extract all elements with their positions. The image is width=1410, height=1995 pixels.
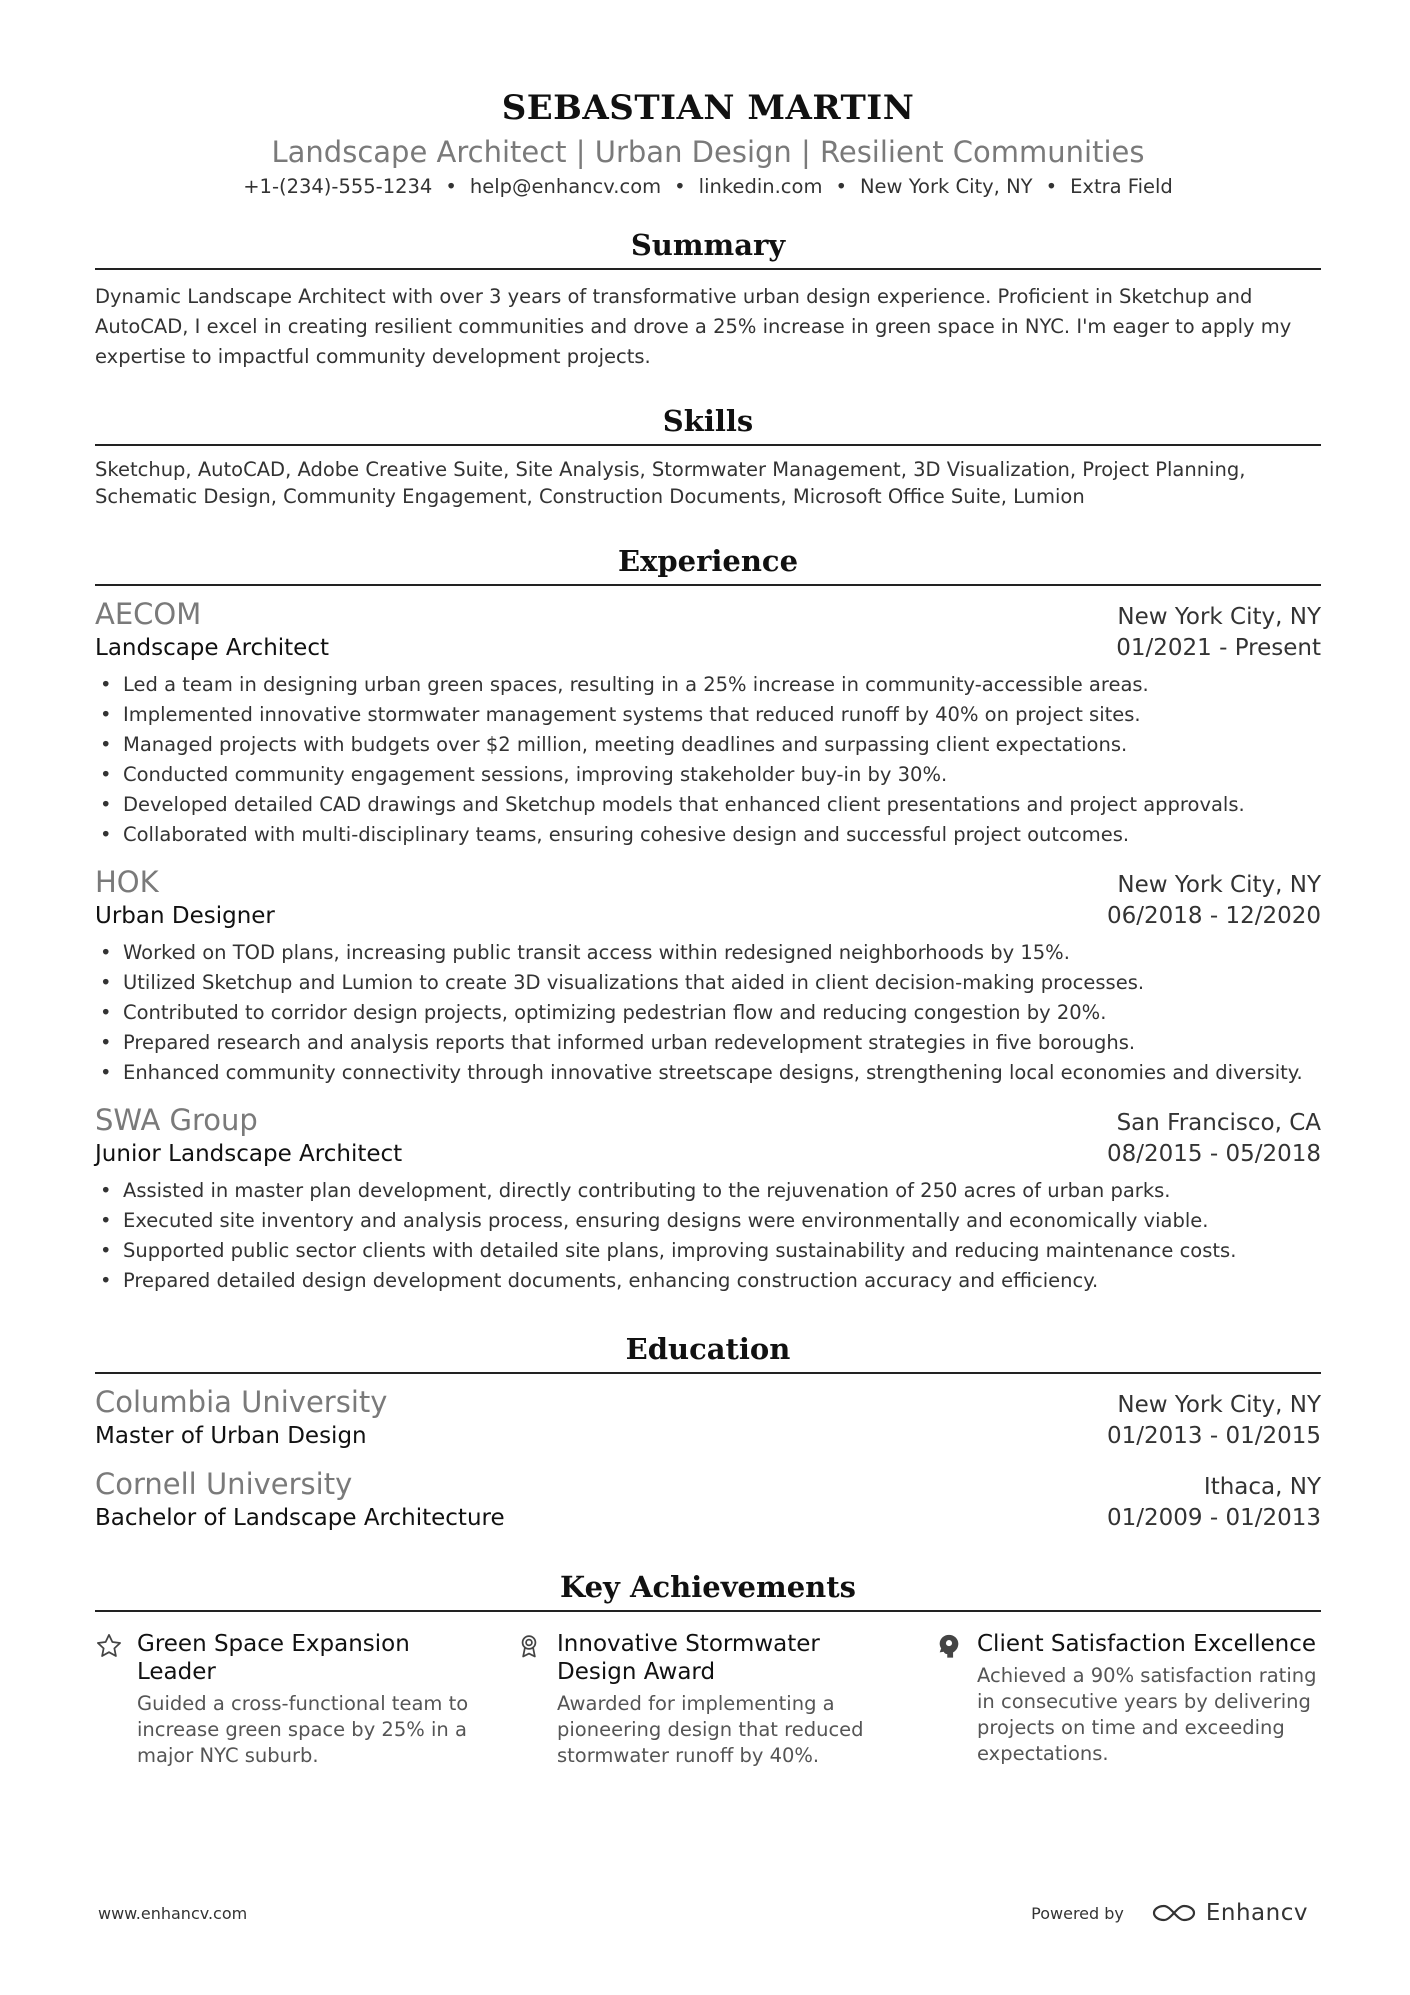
experience-entry	[95, 1102, 1321, 1296]
section-title-achievements: Key Achievements	[95, 1568, 1321, 1612]
contact-separator: •	[1045, 175, 1058, 198]
school-name: Cornell University	[95, 1467, 353, 1501]
job-location: New York City, NY	[1117, 604, 1321, 630]
bullet-item: • Enhanced community connectivity through innovative streetscape designs, strengthening local economies and diversity.	[95, 1058, 1321, 1088]
contact-separator: •	[445, 175, 457, 198]
bullet-item: • Prepared detailed design development documents, enhancing construction accuracy and efficiency.	[95, 1266, 1321, 1296]
candidate-headline: Landscape Architect | Urban Design | Resilient Communities	[271, 135, 1145, 169]
education-section	[95, 1330, 1321, 1534]
job-title: Urban Designer	[95, 903, 275, 929]
bullet-item: • Assisted in master plan development, directly contributing to the rejuvenation of 250 acres of urban parks.	[95, 1176, 1321, 1206]
skills-section	[95, 402, 1321, 510]
job-dates: 01/2021 - Present	[1116, 635, 1321, 661]
bullet-item: • Conducted community engagement sessions, improving stakeholder buy-in by 30%.	[95, 760, 1321, 790]
school-name: Columbia University	[95, 1385, 388, 1419]
section-title-education: Education	[95, 1330, 1321, 1374]
bullet-item: • Managed projects with budgets over $2 million, meeting deadlines and surpassing client expectations.	[95, 730, 1321, 760]
brand-logo[interactable]	[1150, 1900, 1308, 1926]
experience-entry	[95, 596, 1321, 850]
company-name: SWA Group	[95, 1103, 258, 1137]
school-location: Ithaca, NY	[1203, 1474, 1321, 1500]
bullet-item: • Led a team in designing urban green spaces, resulting in a 25% increase in community-accessible areas.	[95, 670, 1321, 700]
award-medal-icon	[515, 1630, 557, 1769]
job-bullets	[95, 670, 1321, 850]
section-title-experience: Experience	[95, 542, 1321, 586]
summary-text: Dynamic Landscape Architect with over 3 years of transformative urban design experience. Proficient in Sketchup and AutoCAD, I excel in creating resilient communities and drove a 25% increase in green space in NYC. I'm eager to apply my expertise to impactful community development projects.	[95, 285, 1292, 368]
job-bullets	[95, 1176, 1321, 1296]
education-dates: 01/2013 - 01/2015	[1106, 1423, 1321, 1449]
achievement-item	[515, 1630, 901, 1769]
star-icon	[95, 1630, 137, 1769]
bullet-item: • Prepared research and analysis reports that informed urban redevelopment strategies in five boroughs.	[95, 1028, 1321, 1058]
company-name: HOK	[95, 865, 159, 899]
location: New York City, NY	[859, 175, 1033, 198]
company-name: AECOM	[95, 597, 202, 631]
job-dates: 08/2015 - 05/2018	[1106, 1141, 1321, 1167]
website-link[interactable]: www.enhancv.com	[98, 1903, 248, 1923]
resume-page	[95, 0, 1321, 1769]
section-title-skills: Skills	[95, 402, 1321, 446]
job-bullets	[95, 938, 1321, 1088]
resume-header	[95, 0, 1321, 200]
powered-by	[1031, 1900, 1308, 1926]
email[interactable]: help@enhancv.com	[469, 175, 662, 198]
achievement-item	[935, 1630, 1321, 1769]
skills-text: Sketchup, AutoCAD, Adobe Creative Suite, Site Analysis, Stormwater Management, 3D Visualization, Project Planning, Schematic Design, Community Engagement, Construction Documents, Microsoft Office Suite, Lumion	[95, 458, 1246, 508]
contact-line	[95, 174, 1321, 200]
job-location: San Francisco, CA	[1116, 1110, 1321, 1136]
achievements-section	[95, 1568, 1321, 1769]
bullet-item: • Supported public sector clients with detailed site plans, improving sustainability and reducing maintenance costs.	[95, 1236, 1321, 1266]
powered-by-label: Powered by	[1031, 1903, 1124, 1923]
achievement-desc: Awarded for implementing a pioneering design that reduced stormwater runoff by 40%.	[557, 1692, 864, 1767]
achievement-desc: Achieved a 90% satisfaction rating in consecutive years by delivering projects on time and exceeding expectations.	[977, 1664, 1317, 1765]
enhancv-logo-icon	[1150, 1902, 1198, 1924]
bullet-item: • Implemented innovative stormwater management systems that reduced runoff by 40% on project sites.	[95, 700, 1321, 730]
education-entry	[95, 1466, 1321, 1534]
candidate-name: SEBASTIAN MARTIN	[501, 88, 915, 128]
achievement-title: Client Satisfaction Excellence	[977, 1631, 1317, 1657]
achievement-title: Green Space Expansion Leader	[137, 1631, 410, 1685]
bullet-item: • Utilized Sketchup and Lumion to create 3D visualizations that aided in client decision-making processes.	[95, 968, 1321, 998]
bullet-item: • Developed detailed CAD drawings and Sketchup models that enhanced client presentations and project approvals.	[95, 790, 1321, 820]
bullet-item: • Executed site inventory and analysis process, ensuring designs were environmentally and economically viable.	[95, 1206, 1321, 1236]
brand-name: Enhancv	[1205, 1900, 1308, 1926]
phone[interactable]: +1-(234)-555-1234	[243, 175, 433, 198]
extra-field: Extra Field	[1070, 175, 1173, 198]
bullet-item: • Contributed to corridor design projects, optimizing pedestrian flow and reducing congestion by 20%.	[95, 998, 1321, 1028]
contact-separator: •	[674, 175, 686, 198]
bullet-item: • Worked on TOD plans, increasing public transit access within redesigned neighborhoods by 15%.	[95, 938, 1321, 968]
bullet-item: • Collaborated with multi-disciplinary teams, ensuring cohesive design and successful project outcomes.	[95, 820, 1321, 850]
education-dates: 01/2009 - 01/2013	[1106, 1505, 1321, 1531]
head-bulb-icon	[935, 1630, 977, 1769]
degree: Master of Urban Design	[95, 1423, 367, 1449]
education-entry	[95, 1384, 1321, 1452]
job-dates: 06/2018 - 12/2020	[1106, 903, 1321, 929]
achievements-grid	[95, 1630, 1321, 1769]
page-footer	[98, 1900, 1308, 1926]
experience-section	[95, 542, 1321, 1296]
linkedin[interactable]: linkedin.com	[698, 175, 823, 198]
achievement-item	[95, 1630, 481, 1769]
degree: Bachelor of Landscape Architecture	[95, 1505, 505, 1531]
achievement-title: Innovative Stormwater Design Award	[557, 1631, 820, 1685]
section-title-summary: Summary	[95, 226, 1321, 270]
school-location: New York City, NY	[1117, 1392, 1321, 1418]
experience-entry	[95, 864, 1321, 1088]
job-title: Landscape Architect	[95, 635, 329, 661]
contact-separator: •	[835, 175, 847, 198]
achievement-desc: Guided a cross-functional team to increase green space by 25% in a major NYC suburb.	[137, 1692, 469, 1767]
job-title: Junior Landscape Architect	[95, 1141, 403, 1167]
summary-section	[95, 226, 1321, 372]
job-location: New York City, NY	[1117, 872, 1321, 898]
